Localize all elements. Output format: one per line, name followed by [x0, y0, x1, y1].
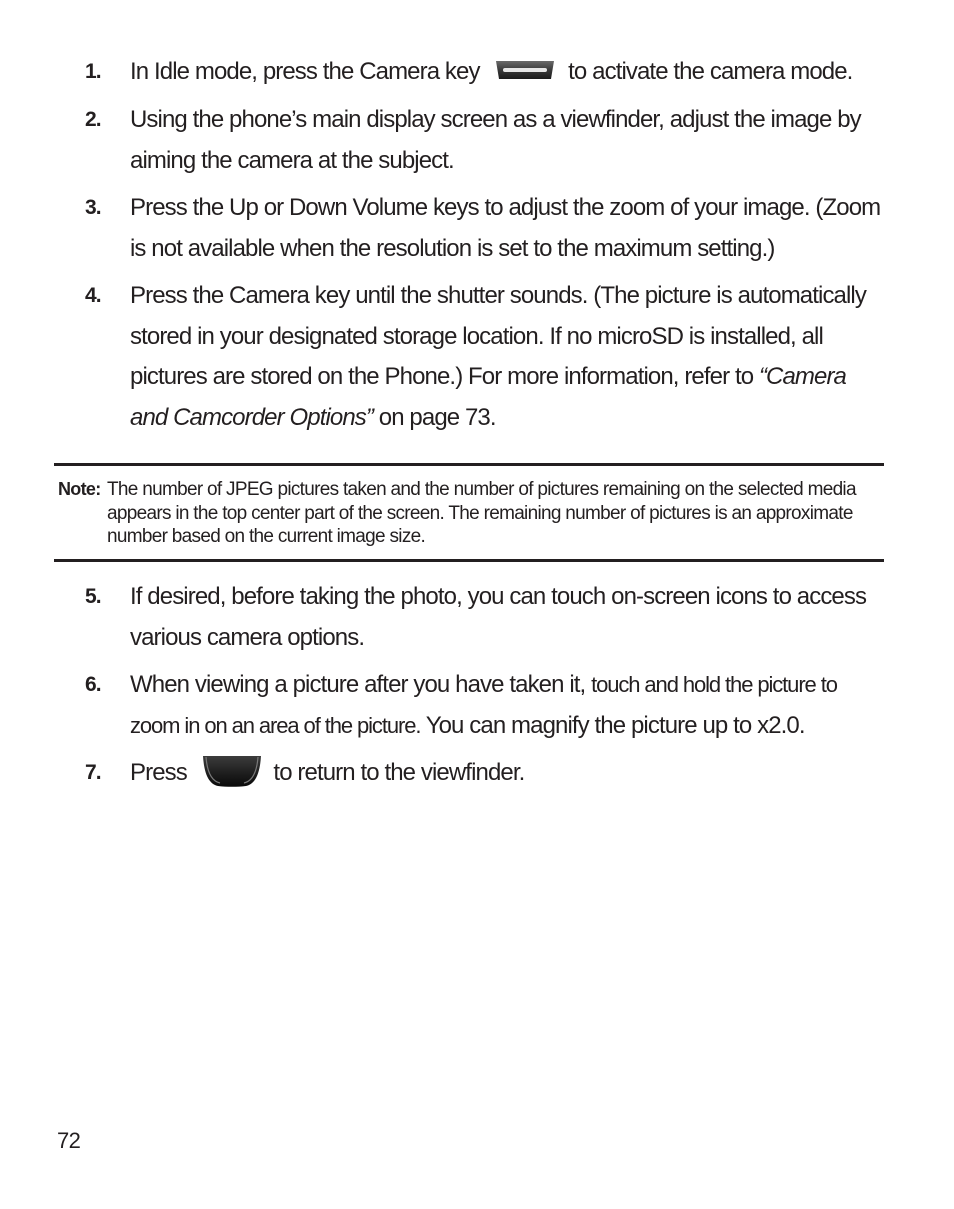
step-text: In Idle mode, press the Camera key: [130, 58, 480, 85]
step-5: [85, 577, 885, 658]
step-text: Using the phone’s main display screen as a viewfinder, adjust the image by aiming the camera at the subject.: [130, 106, 861, 174]
step-text: Press the Up or Down Volume keys to adjust the zoom of your image. (Zoom is not available when the resolution is set to the maximum setting.): [130, 194, 881, 262]
step-text-cont: You can magnify the picture up to x2.0.: [425, 711, 805, 739]
note-top-rule: [54, 463, 884, 466]
step-number: 2.: [85, 108, 101, 131]
step-number: 6.: [85, 673, 101, 696]
camera-key-icon: [494, 59, 556, 81]
note-block: [58, 478, 888, 549]
step-number: 3.: [85, 196, 101, 219]
step-number: 1.: [85, 60, 101, 83]
step-7: [85, 753, 885, 794]
step-6: [85, 665, 885, 746]
note-label: Note:: [58, 479, 101, 499]
step-text: When viewing a picture after you have taken it,: [130, 671, 586, 698]
step-3: [85, 188, 885, 269]
step-text-cont: to return to the viewfinder.: [273, 759, 525, 786]
note-bottom-rule: [54, 559, 884, 562]
step-text-condensed: touch and hold the picture to zoom in on an area of the picture.: [130, 672, 837, 738]
step-2: [85, 100, 885, 181]
step-number: 5.: [85, 585, 101, 608]
back-key-icon: [202, 754, 262, 788]
note-text: The number of JPEG pictures taken and the number of pictures remaining on the selected media appears in the top center part of the screen. The remaining number of pictures is an approximate number based on the current image size.: [107, 479, 856, 547]
step-1: [85, 52, 885, 93]
step-text: Press: [130, 759, 187, 786]
step-4: [85, 276, 885, 438]
step-text-cont: on page 73.: [378, 403, 496, 431]
cross-reference-link[interactable]: “Camera and Camcorder Options”: [130, 363, 847, 431]
page-number: 72: [57, 1128, 81, 1153]
step-text: Press the Camera key until the shutter sounds. (The picture is automatically stored in your designated storage location. If no microSD is installed, all pictures are stored on the Phone.) For more information, refer to: [130, 282, 866, 390]
step-text: If desired, before taking the photo, you can touch on-screen icons to access various camera options.: [130, 583, 867, 651]
step-text-cont: to activate the camera mode.: [568, 58, 853, 85]
step-number: 7.: [85, 761, 101, 784]
step-number: 4.: [85, 284, 101, 307]
